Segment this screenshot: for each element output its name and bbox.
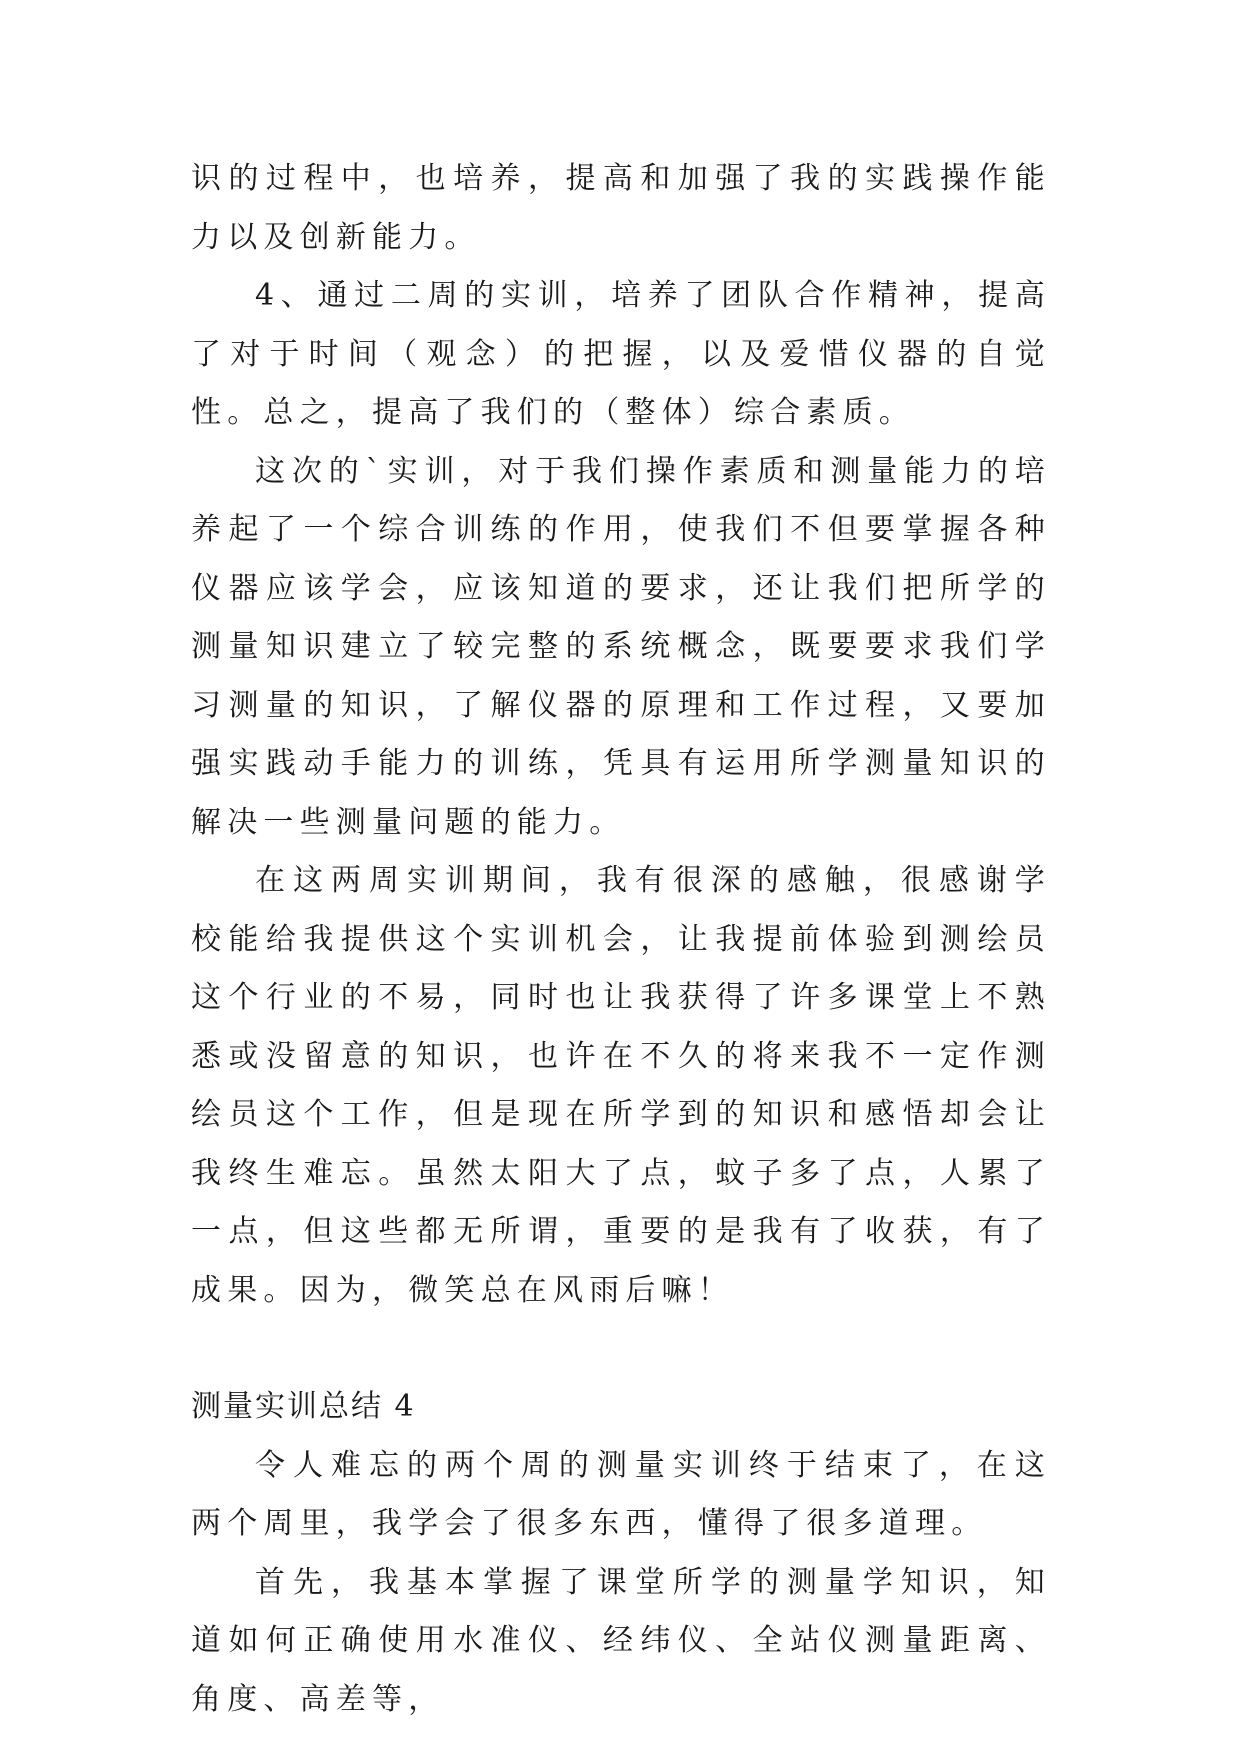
paragraph-reflection: 在这两周实训期间，我有很深的感触，很感谢学校能给我提供这个实训机会，让我提前体验到测绘员这个行业的不易，同时也让我获得了许多课堂上不熟悉或没留意的知识，也许在不久的将来我不一定作测绘员这个工作，但是现在所学到的知识和感悟却会让我终生难忘。虽然太阳大了点，蚊子多了点，人累了一点，但这些都无所谓，重要的是我有了收获，有了成果。因为，微笑总在风雨后嘛！ [191,863,1051,1308]
paragraph-item-4: 4、通过二周的实训，培养了团队合作精神，提高了对于时间（观念）的把握，以及爱惜仪器的自觉性。总之，提高了我们的（整体）综合素质。 [191,278,1051,430]
paragraph-continuation: 识的过程中，也培养，提高和加强了我的实践操作能力以及创新能力。 [191,161,1051,255]
document-body [191,150,1051,1729]
paragraph-first: 首先，我基本掌握了课堂所学的测量学知识，知道如何正确使用水准仪、经纬仪、全站仪测量距离、角度、高差等， [191,1564,1051,1717]
section-title: 测量实训总结 4 [191,1389,416,1424]
paragraph-training-effect: 这次的`实训，对于我们操作素质和测量能力的培养起了一个综合训练的作用，使我们不但要掌握各种仪器应该学会，应该知道的要求，还让我们把所学的测量知识建立了较完整的系统概念，既要要求我们学习测量的知识，了解仪器的原理和工作过程，又要加强实践动手能力的训练，凭具有运用所学测量知识的解决一些测量问题的能力。 [191,453,1051,840]
paragraph-intro: 令人难忘的两个周的测量实训终于结束了，在这两个周里，我学会了很多东西，懂得了很多道理。 [191,1447,1051,1541]
